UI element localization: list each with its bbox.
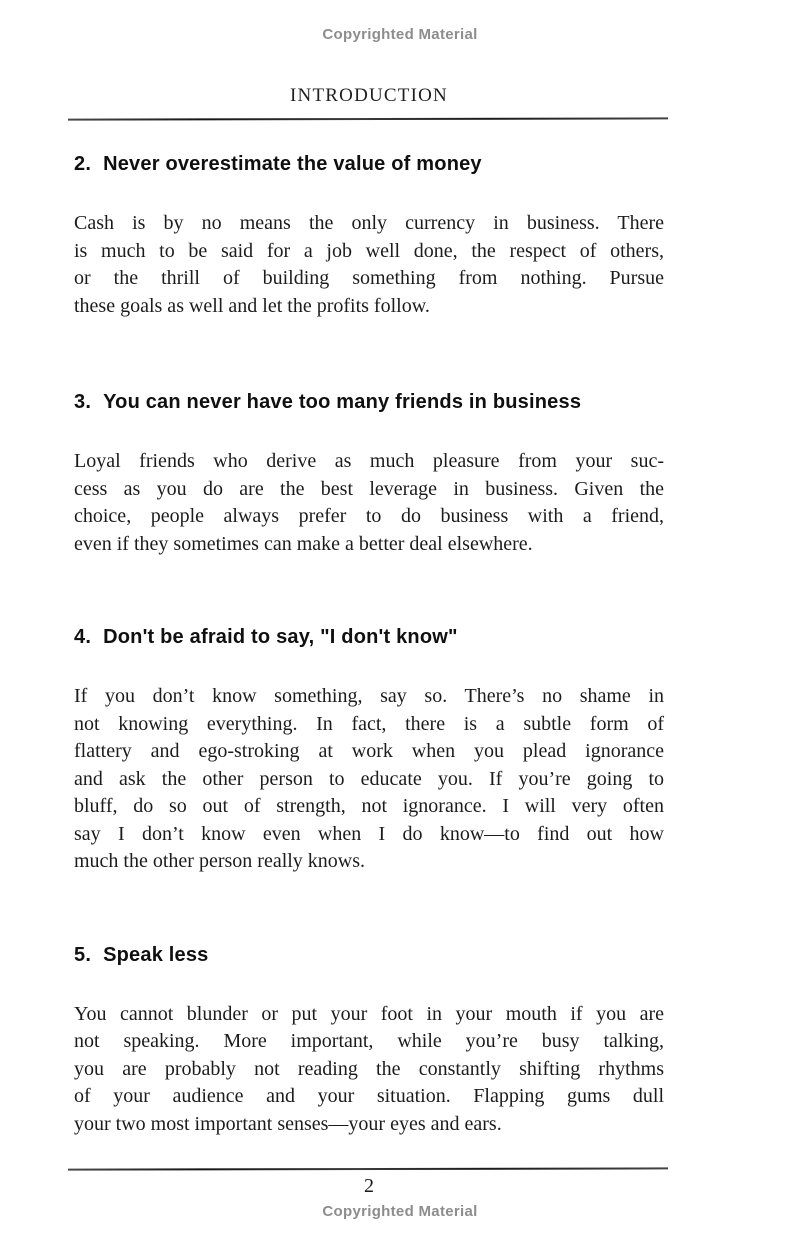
text-line: You cannot blunder or put your foot in your mouth if you are	[74, 1002, 664, 1025]
text-line: is much to be said for a job well done, the respect of others,	[74, 239, 664, 262]
text-line: choice, people always prefer to do business with a friend,	[74, 505, 664, 527]
section-4	[74, 626, 664, 876]
text-line: your two most important senses—your eyes and ears.	[74, 1112, 502, 1135]
section-5	[74, 944, 664, 1139]
section-heading	[74, 626, 664, 649]
running-head: INTRODUCTION	[290, 85, 448, 106]
text-line: say I don’t know even when I do know—to find out how	[74, 822, 664, 845]
section-number: 3.	[74, 391, 92, 413]
section-heading	[74, 153, 664, 176]
section-number: 5.	[74, 943, 92, 966]
section-paragraph	[74, 210, 664, 320]
section-number: 4.	[74, 626, 92, 648]
header-rule	[68, 117, 668, 120]
section-paragraph	[74, 448, 664, 558]
text-line: flattery and ego-stroking at work when you plead ignorance	[74, 740, 664, 762]
text-line: you are probably not reading the constantly shifting rhythms	[74, 1057, 664, 1080]
section-title: Speak less	[103, 943, 209, 966]
footer-rule	[68, 1167, 668, 1170]
section-2	[74, 153, 664, 320]
page-content	[74, 85, 664, 1198]
page-number: 2	[364, 1175, 374, 1197]
text-line: even if they sometimes can make a better deal elsewhere.	[74, 532, 533, 555]
copyright-notice-top: Copyrighted Material	[322, 26, 478, 43]
text-line: not speaking. More important, while you’re busy talking,	[74, 1030, 664, 1052]
text-line: Loyal friends who derive as much pleasure from your suc-	[74, 450, 664, 472]
section-paragraph	[74, 683, 664, 876]
section-paragraph	[74, 1001, 664, 1139]
text-line: not knowing everything. In fact, there is a subtle form of	[74, 712, 664, 735]
section-heading	[74, 391, 664, 414]
text-line: and ask the other person to educate you. If you’re going to	[74, 767, 664, 790]
text-line: or the thrill of building something from nothing. Pursue	[74, 267, 664, 289]
copyright-notice-bottom: Copyrighted Material	[322, 1203, 478, 1220]
text-line: cess as you do are the best leverage in business. Given the	[74, 477, 664, 500]
section-number: 2.	[74, 153, 92, 175]
section-heading	[74, 944, 664, 967]
text-line: If you don’t know something, say so. There’s no shame in	[74, 685, 664, 707]
text-line: of your audience and your situation. Flapping gums dull	[74, 1085, 664, 1107]
section-title: Never overestimate the value of money	[103, 153, 482, 175]
text-line: Cash is by no means the only currency in business. There	[74, 212, 664, 234]
section-title: Don't be afraid to say, "I don't know"	[103, 626, 458, 648]
section-title: You can never have too many friends in business	[103, 391, 582, 413]
text-line: these goals as well and let the profits follow.	[74, 294, 430, 317]
text-line: bluff, do so out of strength, not ignorance. I will very often	[74, 795, 664, 817]
section-3	[74, 391, 664, 558]
text-line: much the other person really knows.	[74, 850, 366, 872]
